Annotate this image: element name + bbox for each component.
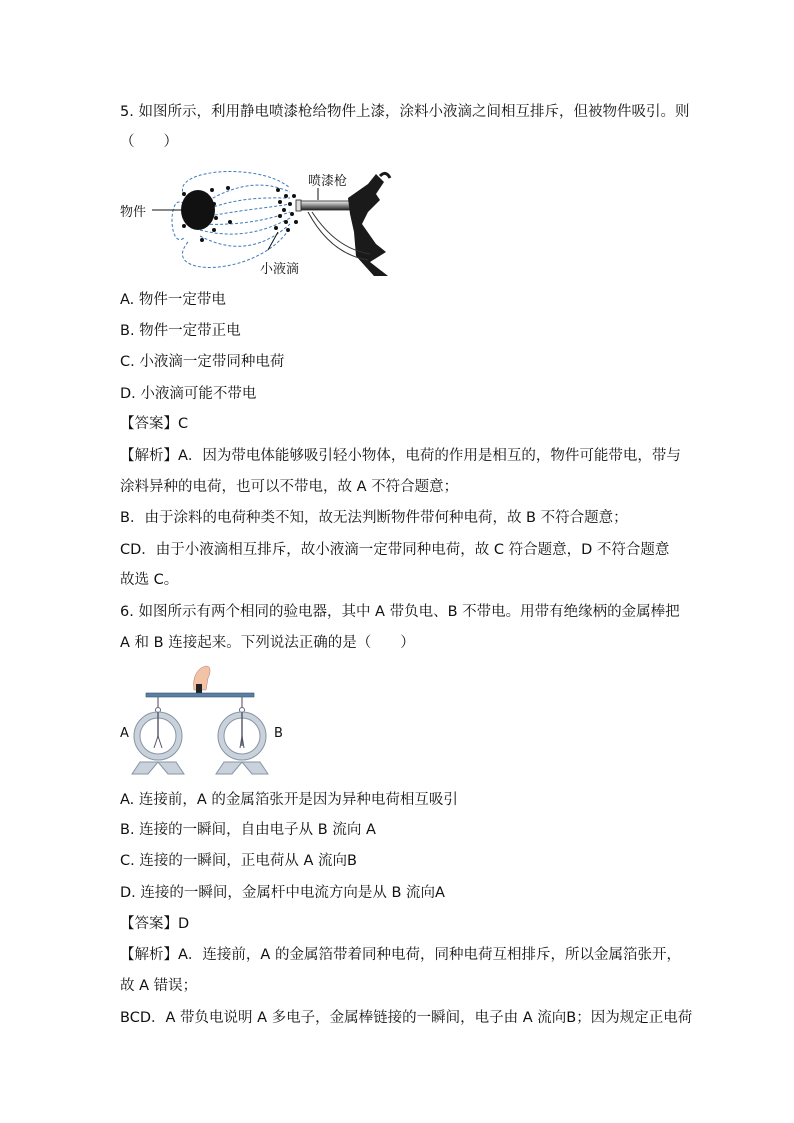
q6-answer: 【答案】D — [120, 916, 190, 932]
label-object: 物件 — [120, 205, 147, 220]
q5-analysis-1: 【解析】A．因为带电体能够吸引轻小物体，电荷的作用是相互的，物件可能带电，带与 — [120, 448, 681, 464]
label-droplet: 小液滴 — [260, 262, 300, 277]
q5-analysis-4: CD．由于小液滴相互排斥，故小液滴一定带同种电荷，故 C 符合题意，D 不符合题意 — [120, 542, 670, 558]
q5-answer: 【答案】C — [120, 416, 189, 432]
q6-analysis-2: 故 A 错误； — [120, 978, 198, 994]
droplet-label-line — [268, 232, 278, 250]
q5-option-b: B. 物件一定带正电 — [120, 323, 241, 339]
gun-body — [348, 174, 388, 276]
q5-option-c: C. 小液滴一定带同种电荷 — [120, 354, 285, 370]
electroscope-a — [132, 697, 184, 774]
gun-barrel — [300, 201, 352, 210]
q6-stem-line2: A 和 B 连接起来。下列说法正确的是（ ） — [120, 635, 415, 651]
q6-option-c: C. 连接的一瞬间，正电荷从 A 流向B — [120, 853, 357, 869]
gun-hook — [380, 173, 390, 178]
label-a: A — [120, 726, 129, 741]
gun-nozzle — [296, 200, 301, 211]
q6-stem-line1: 6. 如图所示有两个相同的验电器，其中 A 带负电、B 不带电。用带有绝缘柄的金属棒把 — [120, 604, 680, 620]
q6-analysis-3: BCD．A 带负电说明 A 多电子，金属棒链接的一瞬间，电子由 A 流向B；因为规定正电荷 — [120, 1010, 693, 1026]
label-b: B — [274, 726, 283, 741]
q5-analysis-3: B．由于涂料的电荷种类不知，故无法判断物件带何种电荷，故 B 不符合题意； — [120, 510, 628, 526]
electroscope-diagram — [118, 662, 288, 780]
metal-rod — [146, 693, 254, 697]
q5-figure — [118, 160, 418, 280]
object-ball — [181, 190, 215, 230]
q5-analysis-5: 故选 C。 — [120, 572, 179, 588]
q6-option-a: A. 连接前，A 的金属箔张开是因为异种电荷相互吸引 — [120, 792, 458, 808]
q6-figure — [118, 662, 288, 780]
q5-analysis-2: 涂料异种的电荷，也可以不带电，故 A 不符合题意； — [120, 479, 459, 495]
q6-analysis-1: 【解析】A．连接前，A 的金属箔带着同种电荷，同种电荷互相排斥，所以金属箔张开， — [120, 947, 681, 963]
q5-stem-line2: （ ） — [120, 134, 178, 150]
label-spray-gun: 喷漆枪 — [308, 174, 348, 189]
electroscope-b — [216, 697, 268, 774]
q5-option-a: A. 物件一定带电 — [120, 292, 226, 308]
q6-option-b: B. 连接的一瞬间，自由电子从 B 流向 A — [120, 822, 376, 838]
q5-stem-line1: 5. 如图所示，利用静电喷漆枪给物件上漆，涂料小液滴之间相互排斥，但被物件吸引。则 — [120, 104, 690, 120]
q6-option-d: D. 连接的一瞬间，金属杆中电流方向是从 B 流向A — [120, 885, 445, 901]
q5-option-d: D. 小液滴可能不带电 — [120, 386, 257, 402]
